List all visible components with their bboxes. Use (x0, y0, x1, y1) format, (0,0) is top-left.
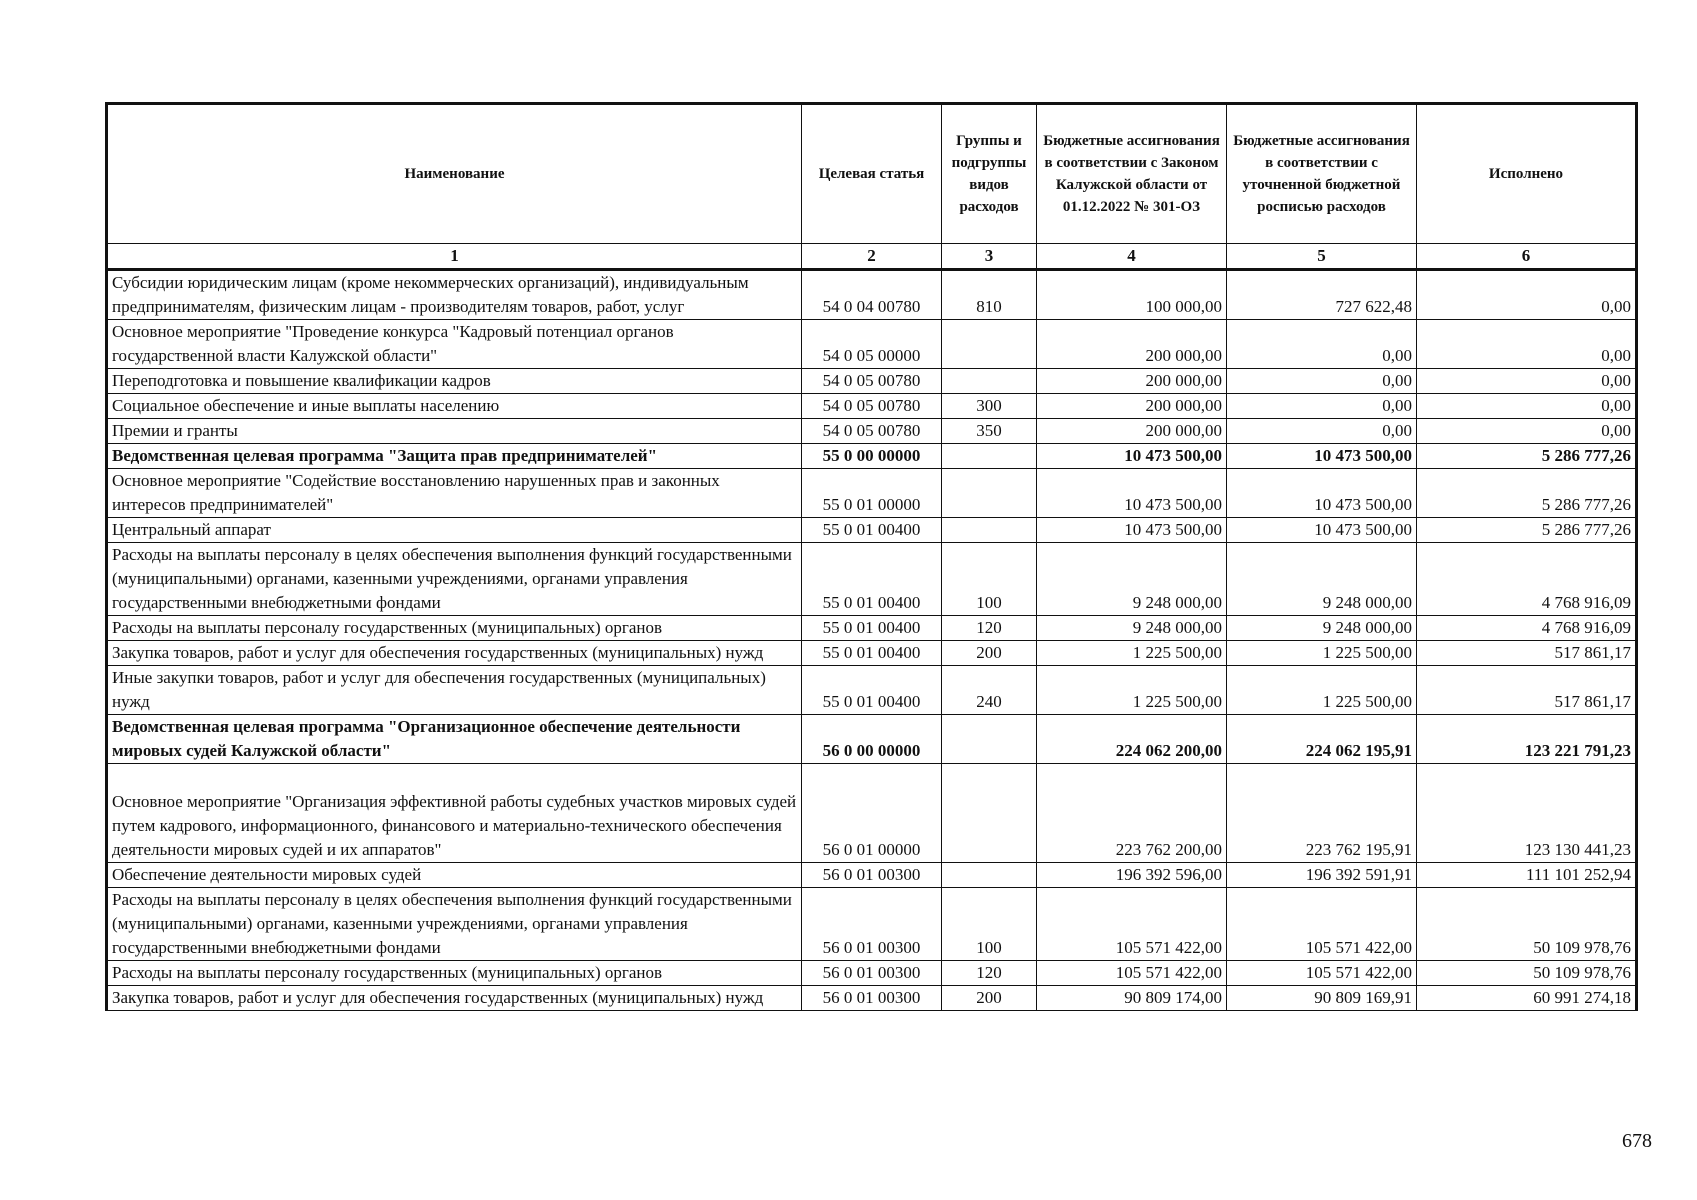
row-name: Расходы на выплаты персоналу в целях обеспечения выполнения функций государственными (муниципальными) органами, казенными учреждениями, органами управления государственными внебюджетными фондами (107, 888, 802, 961)
row-executed: 0,00 (1417, 369, 1637, 394)
row-refined: 0,00 (1227, 320, 1417, 369)
row-code: 55 0 01 00000 (802, 469, 942, 518)
column-number: 2 (802, 244, 942, 270)
row-law: 10 473 500,00 (1037, 444, 1227, 469)
row-group: 350 (942, 419, 1037, 444)
table-row (107, 394, 1637, 419)
table-row (107, 863, 1637, 888)
row-code: 54 0 05 00780 (802, 369, 942, 394)
row-code: 56 0 01 00300 (802, 863, 942, 888)
table-row-program (107, 715, 1637, 764)
row-law: 223 762 200,00 (1037, 764, 1227, 863)
row-executed: 4 768 916,09 (1417, 543, 1637, 616)
row-group: 120 (942, 616, 1037, 641)
row-code: 55 0 01 00400 (802, 666, 942, 715)
row-name: Ведомственная целевая программа "Защита прав предпринимателей" (107, 444, 802, 469)
row-code: 54 0 05 00000 (802, 320, 942, 369)
row-law: 196 392 596,00 (1037, 863, 1227, 888)
row-code: 55 0 01 00400 (802, 641, 942, 666)
column-number: 5 (1227, 244, 1417, 270)
row-group (942, 764, 1037, 863)
column-number-row (107, 244, 1637, 270)
row-group: 240 (942, 666, 1037, 715)
table-row (107, 469, 1637, 518)
page-number: 678 (1622, 1130, 1652, 1152)
row-group (942, 320, 1037, 369)
row-group (942, 863, 1037, 888)
column-number: 1 (107, 244, 802, 270)
row-executed: 50 109 978,76 (1417, 961, 1637, 986)
row-law: 200 000,00 (1037, 369, 1227, 394)
column-number: 3 (942, 244, 1037, 270)
row-refined: 0,00 (1227, 394, 1417, 419)
row-name: Центральный аппарат (107, 518, 802, 543)
row-group (942, 518, 1037, 543)
table-row (107, 986, 1637, 1011)
row-group: 810 (942, 270, 1037, 320)
row-refined: 90 809 169,91 (1227, 986, 1417, 1011)
table-row (107, 518, 1637, 543)
row-code: 55 0 01 00400 (802, 543, 942, 616)
row-name: Обеспечение деятельности мировых судей (107, 863, 802, 888)
table-row (107, 666, 1637, 715)
row-executed: 5 286 777,26 (1417, 518, 1637, 543)
row-name: Премии и гранты (107, 419, 802, 444)
row-executed: 517 861,17 (1417, 641, 1637, 666)
row-executed: 111 101 252,94 (1417, 863, 1637, 888)
table-row (107, 320, 1637, 369)
row-executed: 0,00 (1417, 394, 1637, 419)
row-group: 100 (942, 543, 1037, 616)
row-refined: 9 248 000,00 (1227, 616, 1417, 641)
row-executed: 123 221 791,23 (1417, 715, 1637, 764)
row-executed: 0,00 (1417, 270, 1637, 320)
row-refined: 0,00 (1227, 419, 1417, 444)
row-name: Ведомственная целевая программа "Организационное обеспечение деятельности мировых судей Калужской области" (107, 715, 802, 764)
row-code: 56 0 01 00000 (802, 764, 942, 863)
header-refined: Бюджетные ассигнования в соответствии с уточненной бюджетной росписью расходов (1227, 104, 1417, 244)
row-law: 105 571 422,00 (1037, 961, 1227, 986)
row-name: Закупка товаров, работ и услуг для обеспечения государственных (муниципальных) нужд (107, 641, 802, 666)
table-row (107, 641, 1637, 666)
table-row (107, 888, 1637, 961)
row-executed: 4 768 916,09 (1417, 616, 1637, 641)
table-header-row (107, 104, 1637, 244)
row-executed: 5 286 777,26 (1417, 444, 1637, 469)
header-groups: Группы и подгруппы видов расходов (942, 104, 1037, 244)
row-group: 200 (942, 986, 1037, 1011)
row-group (942, 715, 1037, 764)
row-code: 54 0 04 00780 (802, 270, 942, 320)
table-row (107, 369, 1637, 394)
row-group (942, 444, 1037, 469)
row-refined: 10 473 500,00 (1227, 444, 1417, 469)
header-name: Наименование (107, 104, 802, 244)
row-law: 200 000,00 (1037, 419, 1227, 444)
row-law: 9 248 000,00 (1037, 543, 1227, 616)
row-law: 90 809 174,00 (1037, 986, 1227, 1011)
row-executed: 50 109 978,76 (1417, 888, 1637, 961)
row-name: Расходы на выплаты персоналу государственных (муниципальных) органов (107, 961, 802, 986)
row-name: Переподготовка и повышение квалификации кадров (107, 369, 802, 394)
row-executed: 123 130 441,23 (1417, 764, 1637, 863)
row-code: 55 0 01 00400 (802, 518, 942, 543)
row-name: Субсидии юридическим лицам (кроме некоммерческих организаций), индивидуальным предпринимателям, физическим лицам - производителям товаров, работ, услуг (107, 270, 802, 320)
row-law: 105 571 422,00 (1037, 888, 1227, 961)
row-code: 55 0 01 00400 (802, 616, 942, 641)
row-law: 1 225 500,00 (1037, 641, 1227, 666)
row-refined: 10 473 500,00 (1227, 518, 1417, 543)
row-law: 10 473 500,00 (1037, 469, 1227, 518)
row-executed: 517 861,17 (1417, 666, 1637, 715)
row-law: 200 000,00 (1037, 320, 1227, 369)
row-code: 55 0 00 00000 (802, 444, 942, 469)
budget-table (105, 102, 1638, 1011)
row-refined: 1 225 500,00 (1227, 641, 1417, 666)
table-row (107, 419, 1637, 444)
row-refined: 10 473 500,00 (1227, 469, 1417, 518)
row-name: Иные закупки товаров, работ и услуг для обеспечения государственных (муниципальных) нужд (107, 666, 802, 715)
row-refined: 224 062 195,91 (1227, 715, 1417, 764)
row-name: Закупка товаров, работ и услуг для обеспечения государственных (муниципальных) нужд (107, 986, 802, 1011)
table-row (107, 764, 1637, 863)
row-law: 224 062 200,00 (1037, 715, 1227, 764)
table-row (107, 961, 1637, 986)
row-refined: 105 571 422,00 (1227, 961, 1417, 986)
row-name: Основное мероприятие "Проведение конкурса "Кадровый потенциал органов государственной власти Калужской области" (107, 320, 802, 369)
row-code: 56 0 00 00000 (802, 715, 942, 764)
row-group: 100 (942, 888, 1037, 961)
row-refined: 1 225 500,00 (1227, 666, 1417, 715)
row-refined: 223 762 195,91 (1227, 764, 1417, 863)
table-row (107, 543, 1637, 616)
row-executed: 60 991 274,18 (1417, 986, 1637, 1011)
row-executed: 0,00 (1417, 419, 1637, 444)
header-executed: Исполнено (1417, 104, 1637, 244)
row-law: 1 225 500,00 (1037, 666, 1227, 715)
header-target: Целевая статья (802, 104, 942, 244)
row-group: 120 (942, 961, 1037, 986)
row-law: 100 000,00 (1037, 270, 1227, 320)
row-group: 200 (942, 641, 1037, 666)
row-code: 54 0 05 00780 (802, 394, 942, 419)
row-refined: 9 248 000,00 (1227, 543, 1417, 616)
table-row (107, 616, 1637, 641)
row-refined: 727 622,48 (1227, 270, 1417, 320)
row-name: Основное мероприятие "Организация эффективной работы судебных участков мировых судей путем кадрового, информационного, финансового и материально-технического обеспечения деятельности мировых судей и их аппаратов" (107, 764, 802, 863)
row-name: Расходы на выплаты персоналу государственных (муниципальных) органов (107, 616, 802, 641)
table-row (107, 270, 1637, 320)
row-refined: 0,00 (1227, 369, 1417, 394)
row-name: Основное мероприятие "Содействие восстановлению нарушенных прав и законных интересов предпринимателей" (107, 469, 802, 518)
row-code: 56 0 01 00300 (802, 961, 942, 986)
row-law: 9 248 000,00 (1037, 616, 1227, 641)
row-group (942, 469, 1037, 518)
row-code: 56 0 01 00300 (802, 888, 942, 961)
row-code: 54 0 05 00780 (802, 419, 942, 444)
row-law: 200 000,00 (1037, 394, 1227, 419)
header-law: Бюджетные ассигнования в соответствии с Законом Калужской области от 01.12.2022 № 301-ОЗ (1037, 104, 1227, 244)
column-number: 4 (1037, 244, 1227, 270)
row-name: Расходы на выплаты персоналу в целях обеспечения выполнения функций государственными (муниципальными) органами, казенными учреждениями, органами управления государственными внебюджетными фондами (107, 543, 802, 616)
row-group (942, 369, 1037, 394)
row-law: 10 473 500,00 (1037, 518, 1227, 543)
row-code: 56 0 01 00300 (802, 986, 942, 1011)
budget-table-container (105, 102, 1635, 1011)
row-executed: 0,00 (1417, 320, 1637, 369)
row-refined: 196 392 591,91 (1227, 863, 1417, 888)
row-group: 300 (942, 394, 1037, 419)
row-name: Социальное обеспечение и иные выплаты населению (107, 394, 802, 419)
table-row-program (107, 444, 1637, 469)
row-executed: 5 286 777,26 (1417, 469, 1637, 518)
column-number: 6 (1417, 244, 1637, 270)
row-refined: 105 571 422,00 (1227, 888, 1417, 961)
